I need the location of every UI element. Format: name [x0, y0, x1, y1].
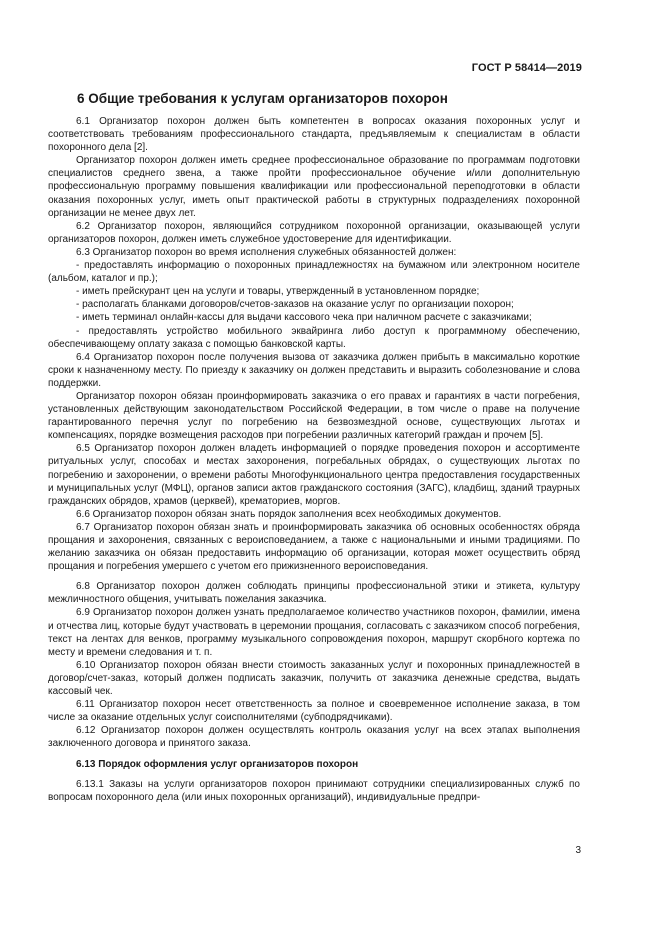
- paragraph-6-3: 6.3 Организатор похорон во время исполнения служебных обязанностей должен:: [76, 246, 457, 258]
- section-title: 6 Общие требования к услугам организаторов похорон: [77, 91, 448, 106]
- paragraph-6-8: 6.8 Организатор похорон должен соблюдать принципы профессиональной этики и этикета, культуру межличностного общения, учитывать пожелания заказчика.: [48, 581, 580, 606]
- list-item: - иметь терминал онлайн-кассы для выдачи кассового чека при наличном расчете с заказчиками;: [76, 312, 532, 324]
- list-item: - предоставлять информацию о похоронных принадлежностях на бумажном или электронном носителе (альбом, каталог и пр.);: [48, 260, 580, 285]
- paragraph-rights: Организатор похорон обязан проинформировать заказчика о его правах и гарантиях в части погребения, установленных действующим законодательством Российской Федерации, в том числе о праве на получение гарантированного перечня услуг по погребению на безвозмездной основе, существующих льготах и компенсациях, порядке возмещения расходов при погребении различных категорий граждан и прочем [5].: [48, 390, 580, 442]
- list-item: - иметь прейскурант цен на услуги и товары, утвержденный в установленном порядке;: [76, 286, 480, 298]
- paragraph-6-12: 6.12 Организатор похорон должен осуществлять контроль оказания услуг на всех этапах выполнения заключенного договора и принятого заказа.: [48, 725, 580, 750]
- paragraph-6-10: 6.10 Организатор похорон обязан внести стоимость заказанных услуг и похоронных принадлежностей в договор/счет-заказ, который должен подписать заказчик, получить от заказчика денежные средства, выдать кассовый чек.: [48, 659, 580, 698]
- paragraph-education: Организатор похорон должен иметь среднее профессиональное образование по программам подготовки специалистов среднего звена, а также пройти профессиональное обучение и/или дополнительную профессиональную программу повышения квалификации или профессиональной переподготовки в области оказания похоронных услуг, иметь опыт практической работы в структурных подразделениях похоронной организации не менее двух лет.: [48, 155, 580, 219]
- paragraph-6-13-1: 6.13.1 Заказы на услуги организаторов похорон принимают сотрудники специализированных служб по вопросам похоронного дела (или иных похоронных организаций), индивидуальные предпри-: [48, 778, 580, 803]
- standard-code: ГОСТ Р 58414—2019: [471, 62, 582, 74]
- list-item: - располагать бланками договоров/счетов-заказов на оказание услуг по организации похорон;: [76, 299, 514, 311]
- list-item: - предоставлять устройство мобильного эквайринга либо доступ к программному обеспечению, обеспечивающему оплату заказа с помощью банковской карты.: [48, 325, 580, 350]
- paragraph-6-5: 6.5 Организатор похорон должен владеть информацией о порядке проведения похорон и ассортименте ритуальных услуг, способах и местах захоронения, погребальных обрядах, о существующих льготах по погребению и захоронении, о времени работы Многофункционального центра предоставления государственных и муниципальных услуг (МФЦ), органов записи актов гражданского состояния (ЗАГС), кладбищ, зданий траурных гражданских обрядов, храмов (церквей), крематориев, моргов.: [48, 443, 580, 507]
- paragraph-6-2: 6.2 Организатор похорон, являющийся сотрудником похоронной организации, оказывающей услуги организаторов похорон, должен иметь служебное удостоверение для идентификации.: [48, 220, 580, 245]
- paragraph-6-11: 6.11 Организатор похорон несет ответственность за полное и своевременное исполнение заказа, в том числе за оказание отдельных услуг соисполнителями (субподрядчиками).: [48, 699, 580, 724]
- document-body: [48, 115, 580, 804]
- paragraph-6-6: 6.6 Организатор похорон обязан знать порядок заполнения всех необходимых документов.: [76, 508, 502, 520]
- subsection-title: 6.13 Порядок оформления услуг организаторов похорон: [76, 758, 359, 770]
- paragraph-6-4: 6.4 Организатор похорон после получения вызова от заказчика должен прибыть в максимально короткие сроки к назначенному месту. По приезду к заказчику он должен представить и выразить соболезнование и слова поддержки.: [48, 351, 580, 389]
- page-number: 3: [575, 845, 581, 856]
- paragraph-6-7: 6.7 Организатор похорон обязан знать и проинформировать заказчика об основных особенностях обряда прощания и захоронения, связанных с вероисповеданием, а также с национальными и иными традициями. По желанию заказчика он обязан предоставить информацию об организации, которая может осуществить обряд прощания и погребения умершего с учетом его прижизненного вероисповедания.: [48, 521, 580, 573]
- paragraph-6-1: 6.1 Организатор похорон должен быть компетентен в вопросах оказания похоронных услуг и соответствовать требованиям профессионального стандарта, предъявляемым к специалистам в области похоронного дела [2].: [48, 116, 580, 154]
- paragraph-6-9: 6.9 Организатор похорон должен узнать предполагаемое количество участников похорон, фамилии, имена и отчества лиц, которые будут участвовать в церемонии прощания, согласовать с заказчиком способ погребения, текст на лентах для венков, программу музыкального сопровождения похорон, маршрут скорбного кортежа по месту и времени следования и т. п.: [48, 607, 580, 658]
